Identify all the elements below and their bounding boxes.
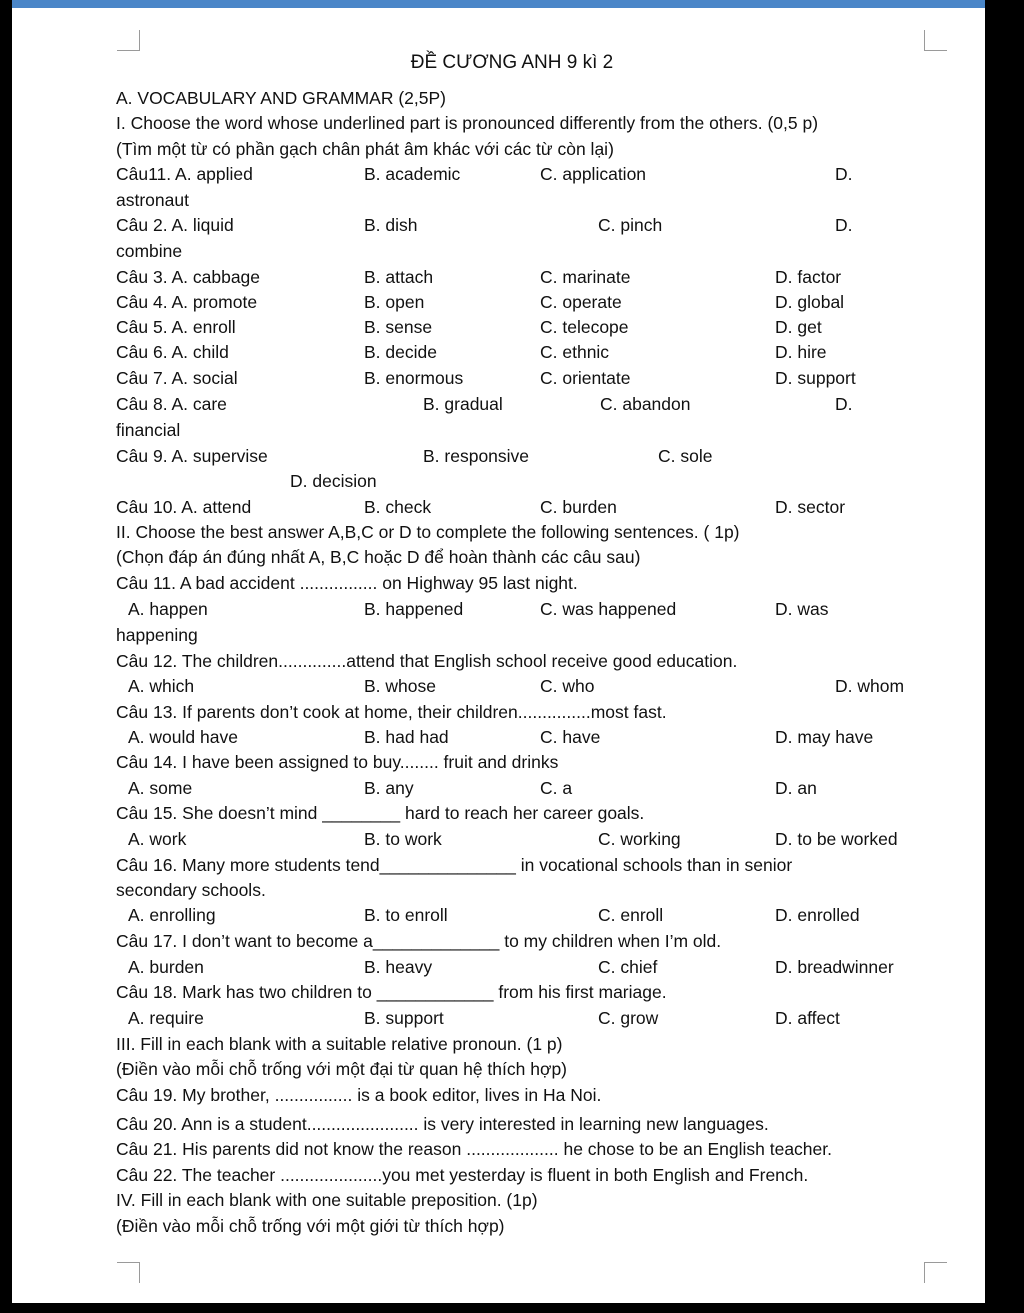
q5-option-d: D. get: [775, 317, 822, 337]
q13-option-c: C. have: [540, 727, 601, 747]
q16-option-d: D. enrolled: [775, 905, 860, 925]
q7-option-c: C. orientate: [540, 368, 631, 388]
q5-option-c: C. telecope: [540, 317, 629, 337]
q14-option-d: D. an: [775, 778, 817, 798]
section-iv-heading: IV. Fill in each blank with one suitable preposition. (1p): [116, 1190, 538, 1210]
question-10: Câu 10. A. attend: [116, 497, 252, 517]
q4-option-b: B. open: [364, 292, 425, 312]
q3-option-b: B. attach: [364, 267, 434, 287]
q2-option-c: C. pinch: [598, 215, 663, 235]
q8-option-d-word: financial: [116, 420, 181, 440]
q17-option-a: A. burden: [128, 957, 204, 977]
q13-option-d: D. may have: [775, 727, 874, 747]
q14-option-b: B. any: [364, 778, 414, 798]
q5-option-b: B. sense: [364, 317, 433, 337]
question-16-continued: secondary schools.: [116, 880, 266, 900]
question-13: Câu 13. If parents don’t cook at home, their children...............most fast.: [116, 702, 667, 722]
q12-option-d: D. whom: [835, 676, 905, 696]
q17-option-d: D. breadwinner: [775, 957, 894, 977]
q10-option-c: C. burden: [540, 497, 617, 517]
q3-option-c: C. marinate: [540, 267, 631, 287]
q3-option-d: D. factor: [775, 267, 842, 287]
q11-option-b: B. happened: [364, 599, 464, 619]
q15-option-c: C. working: [598, 829, 681, 849]
q18-option-c: C. grow: [598, 1008, 659, 1028]
q18-option-d: D. affect: [775, 1008, 840, 1028]
question-9: Câu 9. A. supervise: [116, 446, 268, 466]
section-iii-heading: III. Fill in each blank with a suitable relative pronoun. (1 p): [116, 1034, 563, 1054]
q16-option-b: B. to enroll: [364, 905, 448, 925]
q7-option-b: B. enormous: [364, 368, 464, 388]
q4-option-c: C. operate: [540, 292, 622, 312]
q15-option-b: B. to work: [364, 829, 442, 849]
q13-option-a: A. would have: [128, 727, 238, 747]
q4-option-d: D. global: [775, 292, 845, 312]
q12-option-c: C. who: [540, 676, 595, 696]
q2-option-d: D.: [835, 215, 853, 235]
q11-option-d-word: happening: [116, 625, 198, 645]
question-21: Câu 21. His parents did not know the reason ................... he chose to be an English teacher.: [116, 1139, 832, 1159]
q6-option-b: B. decide: [364, 342, 437, 362]
question-20: Câu 20. Ann is a student....................... is very interested in learning new languages.: [116, 1114, 769, 1134]
q12-option-b: B. whose: [364, 676, 436, 696]
q7-option-d: D. support: [775, 368, 856, 388]
question-22: Câu 22. The teacher .....................you met yesterday is fluent in both English and French.: [116, 1165, 809, 1185]
q2-option-d-word: combine: [116, 241, 183, 261]
question-5: Câu 5. A. enroll: [116, 317, 236, 337]
section-iii-subheading: (Điền vào mỗi chỗ trống với một đại từ quan hệ thích hợp): [116, 1059, 568, 1079]
q18-option-a: A. require: [128, 1008, 204, 1028]
page-title: ĐỀ CƯƠNG ANH 9 kì 2: [410, 52, 614, 73]
q9-option-c: C. sole: [658, 446, 713, 466]
section-ii-subheading: (Chọn đáp án đúng nhất A, B,C hoặc D để hoàn thành các câu sau): [116, 547, 641, 567]
q1-option-d-word: astronaut: [116, 190, 189, 210]
q8-option-d: D.: [835, 394, 853, 414]
section-a-heading: A. VOCABULARY AND GRAMMAR (2,5P): [116, 88, 446, 108]
q17-option-c: C. chief: [598, 957, 658, 977]
section-iv-subheading: (Điền vào mỗi chỗ trống với một giới từ thích hợp): [116, 1216, 505, 1236]
q11-option-d: D. was: [775, 599, 829, 619]
question-8: Câu 8. A. care: [116, 394, 227, 414]
q10-option-d: D. sector: [775, 497, 846, 517]
q9-option-b: B. responsive: [423, 446, 530, 466]
q15-option-a: A. work: [128, 829, 187, 849]
question-12: Câu 12. The children..............attend that English school receive good education.: [116, 651, 738, 671]
question-18: Câu 18. Mark has two children to ____________ from his first mariage.: [116, 982, 667, 1002]
question-17: Câu 17. I don’t want to become a_____________ to my children when I’m old.: [116, 931, 722, 951]
q2-option-b: B. dish: [364, 215, 418, 235]
question-3: Câu 3. A. cabbage: [116, 267, 261, 287]
q18-option-b: B. support: [364, 1008, 444, 1028]
q17-option-b: B. heavy: [364, 957, 433, 977]
q9-option-d: D. decision: [290, 471, 377, 491]
q6-option-c: C. ethnic: [540, 342, 610, 362]
question-15: Câu 15. She doesn’t mind ________ hard to reach her career goals.: [116, 803, 645, 823]
q12-option-a: A. which: [128, 676, 195, 696]
q8-option-c: C. abandon: [600, 394, 691, 414]
section-i-subheading: (Tìm một từ có phần gạch chân phát âm khác với các từ còn lại): [116, 139, 614, 159]
question-2: Câu 2. A. liquid: [116, 215, 234, 235]
q1-option-c: C. application: [540, 164, 647, 184]
question-6: Câu 6. A. child: [116, 342, 229, 362]
q14-option-a: A. some: [128, 778, 193, 798]
q11-option-c: C. was happened: [540, 599, 677, 619]
question-14: Câu 14. I have been assigned to buy........ fruit and drinks: [116, 752, 559, 772]
question-1: Câu11. A. applied: [116, 164, 253, 184]
question-11: Câu 11. A bad accident ................ on Highway 95 last night.: [116, 573, 578, 593]
question-4: Câu 4. A. promote: [116, 292, 258, 312]
question-19: Câu 19. My brother, ................ is a book editor, lives in Ha Noi.: [116, 1085, 602, 1105]
q1-option-d: D.: [835, 164, 853, 184]
q14-option-c: C. a: [540, 778, 573, 798]
q16-option-c: C. enroll: [598, 905, 664, 925]
q15-option-d: D. to be worked: [775, 829, 898, 849]
question-7: Câu 7. A. social: [116, 368, 238, 388]
question-16: Câu 16. Many more students tend______________ in vocational schools than in senior: [116, 855, 793, 875]
q6-option-d: D. hire: [775, 342, 827, 362]
section-i-heading: I. Choose the word whose underlined part is pronounced differently from the others. (0,5 p): [116, 113, 819, 133]
section-ii-heading: II. Choose the best answer A,B,C or D to complete the following sentences. ( 1p): [116, 522, 740, 542]
q8-option-b: B. gradual: [423, 394, 503, 414]
q10-option-b: B. check: [364, 497, 432, 517]
q11-option-a: A. happen: [128, 599, 208, 619]
q1-option-b: B. academic: [364, 164, 461, 184]
q13-option-b: B. had had: [364, 727, 449, 747]
q16-option-a: A. enrolling: [128, 905, 216, 925]
